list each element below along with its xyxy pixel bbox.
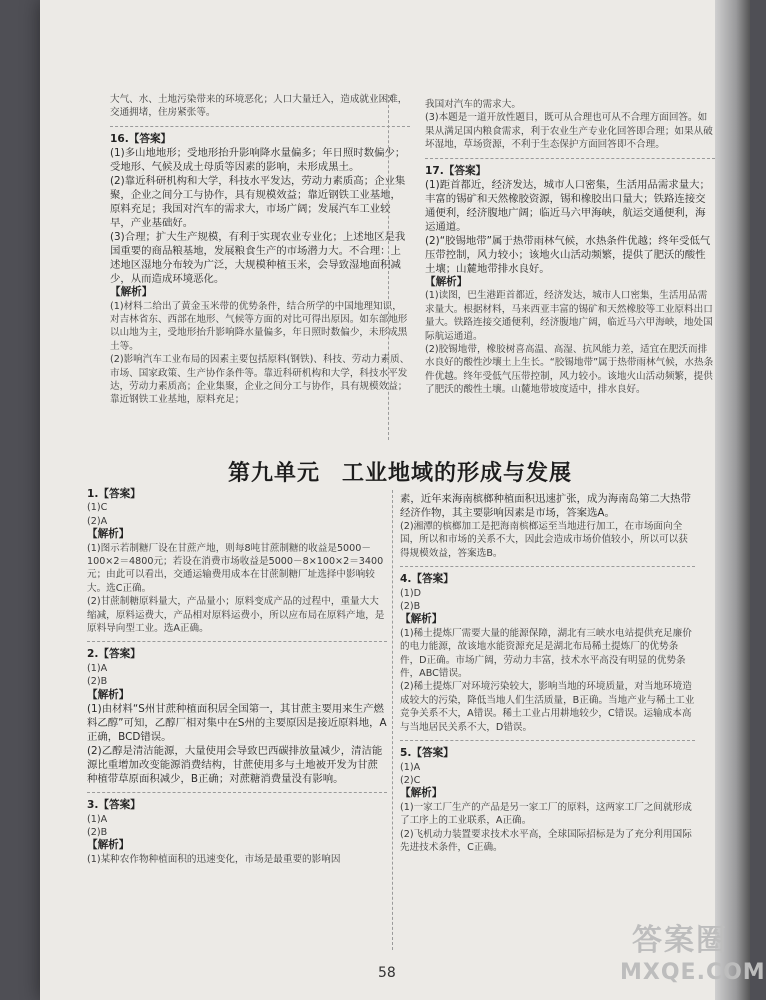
q5-option-2: (2)C (400, 774, 421, 786)
top-right-column (425, 98, 715, 397)
q2-analysis-2: (2)乙醇是清洁能源，大量使用会导致巴西碳排放量减少，清洁能源比重增加改变能源消费结构，甘蔗使用多与土地被开发为甘蔗种植带草原面积减少，B正确；对蔗糖消费量没有影响。 (87, 745, 383, 786)
q4-analysis-2: (2)稀土提炼厂对环境污染较大，影响当地的环境质量，对当地环境造成较大的污染，降低当地人们生活质量，B正确。当地产业与稀土工业竞争关系不大，A错误。稀土工业占用耕地较少，C错误。运输成本高与当地居民关系不大，D错误。 (400, 681, 695, 733)
watermark-logo (620, 922, 766, 996)
q17-analysis-label: 【解析】 (425, 276, 468, 289)
q1-option-1: (1)C (87, 502, 108, 514)
q4-analysis-label: 【解析】 (400, 613, 443, 626)
q17-answer-2: (2)“胶锡地带”属于热带雨林气候，水热条件优越；终年受低气压带控制，风力较小；该地火山活动频繁，提供了肥沃的酸性土壤；山麓地带排水良好。 (425, 235, 711, 276)
q17-analysis-2: (2)胶锡地带，橡胶树喜高温、高湿、抗风能力差，适宜在肥沃而排水良好的酸性沙壤土上生长。“胶锡地带”属于热带雨林气候，水热条件优越。终年受低气压带控制，风力较小。该地火山活动频繁，提供了肥沃的酸性土壤。山麓地带坡度适中，排水良好。 (425, 344, 714, 396)
watermark-line-2: MXQE.COM (620, 960, 766, 985)
q1-analysis-label: 【解析】 (87, 528, 130, 541)
divider (400, 740, 695, 741)
column-divider-top (388, 95, 389, 440)
q5-analysis-1: (1)一家工厂生产的产品是另一家工厂的原料，这两家工厂之间就形成了工序上的工业联系，A正确。 (400, 801, 692, 827)
q2-analysis-label: 【解析】 (87, 688, 130, 701)
q5-analysis-2: (2)飞机动力装置要求技术水平高，全球国际招标是为了充分利用国际先进技术条件，C正确。 (400, 828, 692, 853)
q3-analysis-label: 【解析】 (87, 839, 130, 852)
q17-answer-label: 17.【答案】 (425, 164, 487, 177)
q1-analysis-2: (2)甘蔗制糖原料量大，产品量小；原料变成产品的过程中，重量大大缩减，原料运费大，产品相对原料运费小，所以应布局在原料产地，是原料导向型工业。选A正确。 (87, 596, 385, 635)
q3-analysis-1: (1)某种农作物种植面积的迅速变化，市场是最重要的影响因 (87, 853, 341, 865)
top-left-column (110, 93, 410, 407)
right-continued-text: (3)本题是一道开放性题目，既可从合理也可从不合理方面回答。如果从满足国内粮食需求，利于农业生产专业化回答即合理；如果从破坏湿地，草场资源，不利于生态保护方面回答即不合理。 (425, 112, 713, 151)
q2-answer-label: 2.【答案】 (87, 648, 141, 661)
q16-analysis-2: (2)影响汽车工业布局的因素主要包括原料(钢铁)、科技、劳动力素质、市场、国家政策、生产协作条件等。靠近科研机构和大学，科技水平发达，劳动力素质高；企业集聚，企业之间分工与协作，具有规模效益；靠近钢铁工业基地，原料充足； (110, 354, 410, 406)
q5-answer-label: 5.【答案】 (400, 747, 454, 760)
right-col-intro-2: (2)湘潭的槟榔加工是把海南槟榔运至当地进行加工，在市场面向全国，所以和市场的关系不大，因此会造成市场价值较小，所以可以获得规模效益，答案选B。 (400, 521, 688, 559)
q16-answer-label: 16.【答案】 (110, 132, 172, 145)
watermark-line-1: 答案圈 (632, 923, 728, 958)
q16-answer-3: (3)合理；扩大生产规模，有利于实现农业专业化；上述地区是我国重要的商品粮基地，发展粮食生产的市场潜力大。不合理：上述地区湿地分布较为广泛，大规模种植玉米，会导致湿地面积减少，从而造成环境恶化。 (110, 231, 406, 286)
unit-name: 工业地域的形成与发展 (342, 460, 573, 486)
q17-answer-1: (1)距首都近，经济发达，城市人口密集，生活用品需求量大；丰富的锡矿和天然橡胶资源，锡和橡胶出口量大；铁路连接交通便利，经济腹地广阔；临近马六甲海峡，航运交通便利，海运通道。 (425, 179, 710, 234)
bottom-right-column (400, 492, 695, 854)
q3-option-1: (1)A (87, 813, 108, 825)
q1-analysis-1: (1)图示若制糖厂设在甘蔗产地，则每8吨甘蔗制糖的收益是5000－100×2＝4800元；若设在消费市场收益是5000－8×100×2＝3400元；由此可以看出，交通运输费用成本在甘蔗制糖厂址选择中影响较大。选C正确。 (87, 542, 384, 594)
book-page (40, 0, 720, 1000)
divider (425, 158, 715, 159)
intro-text: 大气、水、土地污染带来的环境恶化；人口大量迁入，造成就业困难，交通拥堵，住房紧张等。 (110, 94, 408, 119)
q4-option-1: (1)D (400, 587, 421, 599)
q1-option-2: (2)A (87, 515, 108, 527)
q4-answer-label: 4.【答案】 (400, 573, 454, 586)
bottom-left-column (87, 488, 387, 866)
divider (400, 566, 695, 567)
q16-answer-1: (1)多山地地形；受地形抬升影响降水量偏多；年日照时数偏少；受地形、气候及成土母质等因素的影响，未形成黑土。 (110, 147, 406, 174)
unit-number: 第九单元 (228, 460, 321, 486)
column-divider-bottom (392, 490, 393, 950)
q3-answer-label: 3.【答案】 (87, 799, 141, 812)
q16-analysis-label: 【解析】 (110, 286, 153, 299)
q2-option-1: (1)A (87, 662, 108, 674)
q3-option-2: (2)B (87, 826, 108, 838)
q17-analysis-1: (1)读图，巴生港距首都近，经济发达，城市人口密集，生活用品需求量大。根据材料，马来西亚丰富的锡矿和天然橡胶等工业原料出口量大。铁路连接交通便利，经济腹地广阔，临近马六甲海峡，地处国际航运通道。 (425, 290, 713, 342)
divider (87, 792, 387, 793)
q5-analysis-label: 【解析】 (400, 787, 443, 800)
q16-analysis-1: (1)材料二给出了黄金玉米带的优势条件，结合所学的中国地理知识，对吉林省东、西部在地形、气候等方面的对比可得出原因。如东部地形以山地为主，受地形抬升影响降水量偏多，年日照时数偏少，未形成黑土等。 (110, 300, 408, 352)
q4-option-2: (2)B (400, 601, 421, 613)
divider (87, 641, 387, 642)
book-edge (715, 0, 750, 1000)
q2-analysis-1: (1)由材料“S州甘蔗种植面积居全国第一，其甘蔗主要用来生产燃料乙醇”可知，乙醇厂相对集中在S州的主要原因是接近原料地，A正确，BCD错误。 (87, 703, 387, 744)
page-number: 58 (378, 965, 396, 981)
q5-option-1: (1)A (400, 761, 421, 773)
unit-title (228, 456, 588, 487)
right-intro-text: 我国对汽车的需求大。 (425, 99, 521, 110)
q1-answer-label: 1.【答案】 (87, 488, 141, 500)
q4-analysis-1: (1)稀土提炼厂需要大量的能源保障，湖北有三峡水电站提供充足廉价的电力能源，故该地水能资源充足是湖北布局稀土提炼厂的优势条件，D正确。市场广阔，劳动力丰富，技术水平高没有明显的优势条件，ABC错误。 (400, 627, 692, 680)
right-col-intro: 素，近年来海南槟榔种植面积迅速扩张，成为海南岛第二大热带经济作物，其主要影响因素是市场，答案选A。 (400, 493, 691, 519)
divider (110, 126, 410, 127)
q2-option-2: (2)B (87, 676, 108, 688)
q16-answer-2: (2)靠近科研机构和大学，科技水平发达，劳动力素质高；企业集聚，企业之间分工与协作，具有规模效益；靠近钢铁工业基地，原料充足；我国对汽车的需求大，市场广阔；发展汽车工业较早，产业基础好。 (110, 175, 406, 230)
